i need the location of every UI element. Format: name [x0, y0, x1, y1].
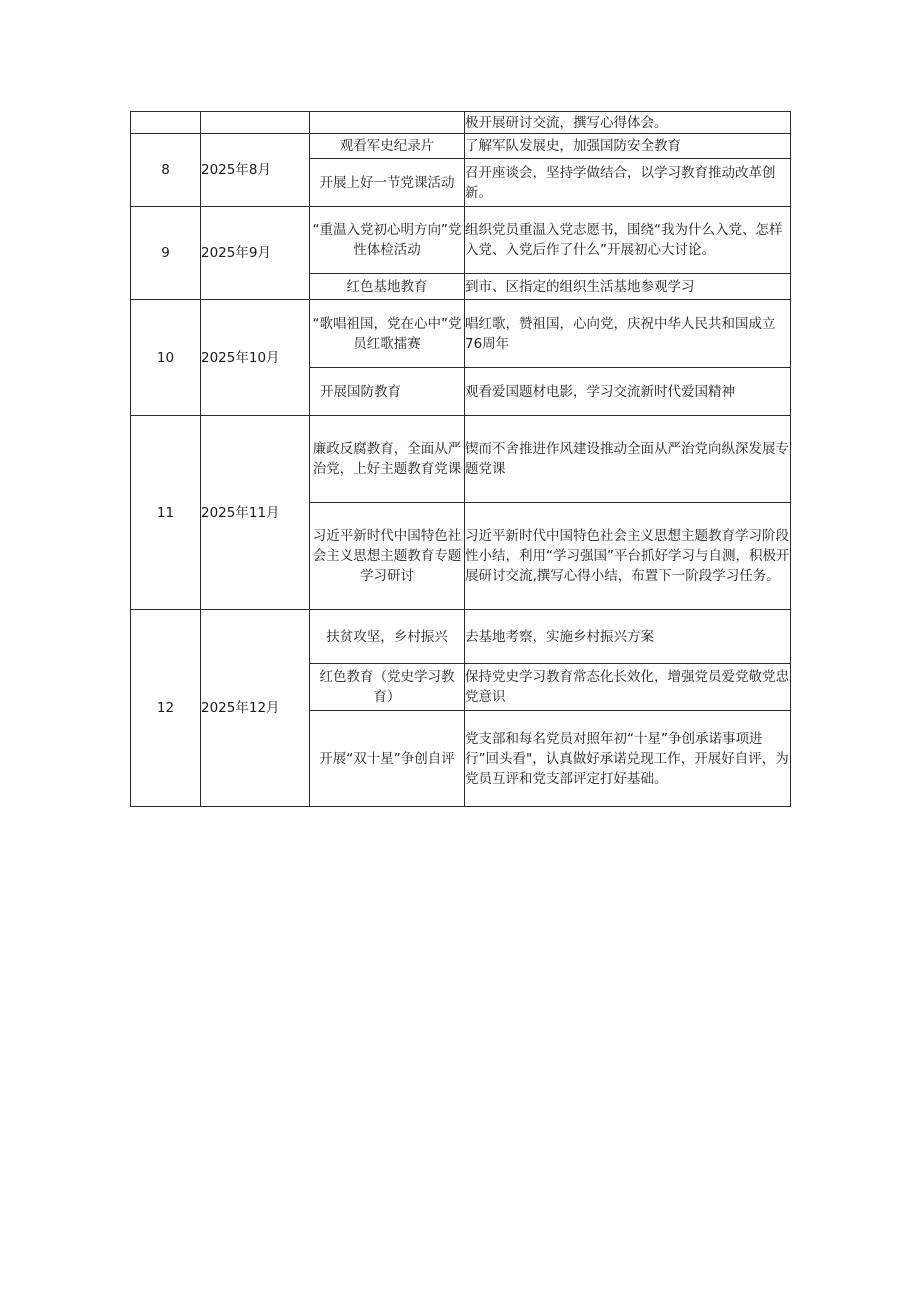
table-row [131, 610, 791, 664]
desc-cell: 锲而不舍推进作风建设推动全面从严治党向纵深发展专题党课 [465, 416, 791, 503]
desc-cell: 组织党员重温入党志愿书，围绕“我为什么入党、怎样入党、入党后作了什么”开展初心大讨论。 [465, 207, 791, 274]
row-month: 2025年8月 [201, 134, 310, 207]
desc-cell: 召开座谈会，坚持学做结合，以学习教育推动改革创新。 [465, 159, 791, 207]
desc-cell: 唱红歌，赞祖国，心向党，庆祝中华人民共和国成立76周年 [465, 300, 791, 368]
activity-cell: “歌唱祖国，党在心中”党员红歌擂赛 [310, 300, 465, 368]
desc-cell: 去基地考察，实施乡村振兴方案 [465, 610, 791, 664]
row-month: 2025年9月 [201, 207, 310, 300]
row-number: 12 [131, 610, 201, 807]
desc-cell: 保持党史学习教育常态化长效化，增强党员爱党敬党忠党意识 [465, 664, 791, 711]
activity-cell: 红色教育（党史学习教育） [310, 664, 465, 711]
row-number: 11 [131, 416, 201, 610]
desc-cell: 观看爱国题材电影，学习交流新时代爱国精神 [465, 368, 791, 416]
desc-cell: 习近平新时代中国特色社会主义思想主题教育学习阶段性小结，利用“学习强国”平台抓好学习与自测，积极开展研讨交流,撰写心得小结，布置下一阶段学习任务。 [465, 503, 791, 610]
table-row [131, 300, 791, 368]
row-number: 8 [131, 134, 201, 207]
row-month: 2025年11月 [201, 416, 310, 610]
num-cell-empty [131, 112, 201, 134]
activity-cell: 开展“双十星”争创自评 [310, 711, 465, 807]
table-row-continued [131, 112, 791, 134]
desc-cell: 极开展研讨交流，撰写心得体会。 [465, 112, 791, 134]
activity-cell: 廉政反腐教育，全面从严治党，上好主题教育党课 [310, 416, 465, 503]
activity-cell: “重温入党初心明方向”党性体检活动 [310, 207, 465, 274]
activity-cell: 红色基地教育 [310, 274, 465, 300]
activity-cell: 开展国防教育 [310, 368, 465, 416]
row-month: 2025年12月 [201, 610, 310, 807]
activity-cell: 扶贫攻坚，乡村振兴 [310, 610, 465, 664]
row-number: 9 [131, 207, 201, 300]
activity-plan-table [130, 111, 791, 807]
row-number: 10 [131, 300, 201, 416]
desc-cell: 党支部和每名党员对照年初“十星”争创承诺事项进行”回头看"，认真做好承诺兑现工作，开展好自评，为党员互评和党支部评定打好基础。 [465, 711, 791, 807]
desc-cell: 到市、区指定的组织生活基地参观学习 [465, 274, 791, 300]
table-row [131, 207, 791, 274]
desc-cell: 了解军队发展史，加强国防安全教育 [465, 134, 791, 159]
activity-cell: 开展上好一节党课活动 [310, 159, 465, 207]
activity-cell: 习近平新时代中国特色社会主义思想主题教育专题学习研讨 [310, 503, 465, 610]
activity-cell: 观看军史纪录片 [310, 134, 465, 159]
row-month: 2025年10月 [201, 300, 310, 416]
table-row [131, 416, 791, 503]
month-cell-empty [201, 112, 310, 134]
table-row [131, 134, 791, 159]
activity-cell-empty [310, 112, 465, 134]
